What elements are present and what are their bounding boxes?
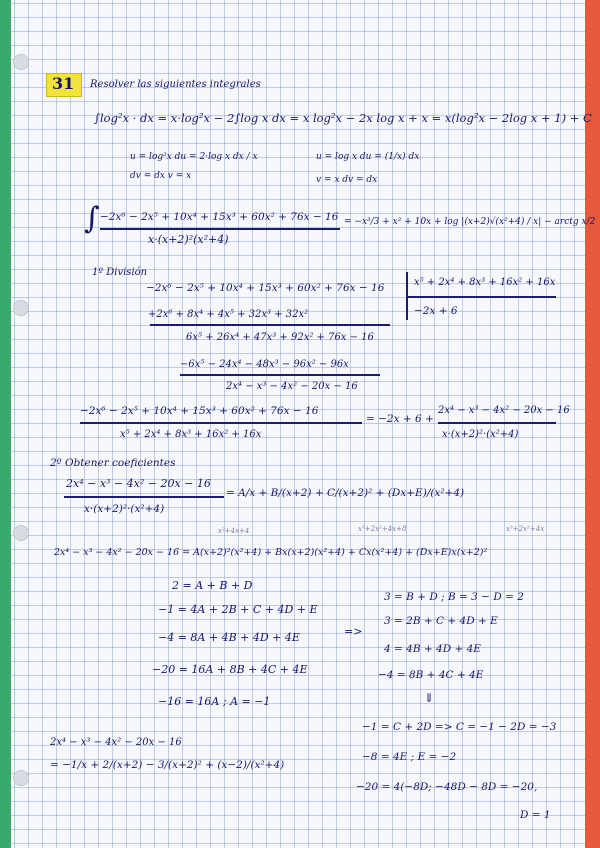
margin-note-2: x³+2x²+4x+8 xyxy=(358,525,407,533)
result-denominator: x⁵ + 2x⁴ + 8x³ + 16x² + 16x xyxy=(120,429,262,440)
division-row-2: 6x⁵ + 26x⁴ + 47x³ + 92x² + 76x − 16 xyxy=(186,332,374,343)
fraction-bar xyxy=(80,422,362,424)
division-underline-2 xyxy=(180,374,380,376)
coefficients-step-label: 2º Obtener coeficientes xyxy=(50,457,176,469)
margin-note-3: x³+2x²+4x xyxy=(506,525,545,533)
system-solution-4: D = 1 xyxy=(520,809,551,821)
system-reduced-4: −4 = 8B + 4C + 4E xyxy=(378,669,484,681)
division-row-3: −6x⁵ − 24x⁴ − 48x³ − 96x² − 96x xyxy=(180,359,349,370)
system-eq-2: −1 = 4A + 2B + C + 4D + E xyxy=(158,603,318,616)
system-eq-5: −16 = 16A ; A = −1 xyxy=(158,695,271,708)
exercise-number: 31 xyxy=(52,74,75,93)
left-color-margin xyxy=(0,0,11,848)
division-step-label: 1º División xyxy=(92,267,148,278)
final-lhs: 2x⁴ − x³ − 4x² − 20x − 16 xyxy=(50,737,182,748)
system-solution-2: −8 = 4E ; E = −2 xyxy=(362,751,457,763)
division-remainder: 2x⁴ − x³ − 4x² − 20x − 16 xyxy=(226,381,358,392)
system-reduced-3: 4 = 4B + 4D + 4E xyxy=(384,643,481,655)
division-bracket-horizontal xyxy=(406,296,556,298)
system-reduced-1: 3 = B + D ; B = 3 − D = 2 xyxy=(384,591,524,603)
system-eq-1: 2 = A + B + D xyxy=(172,579,253,592)
integral-1-sub2-u: u = log x du = (1/x) dx xyxy=(316,152,420,162)
result-fraction-denominator: x·(x+2)²·(x²+4) xyxy=(442,429,519,440)
binder-hole xyxy=(13,770,29,786)
coefficients-identity: 2x⁴ − x³ − 4x² − 20x − 16 = A(x+2)²(x²+4) + Bx(x+2)(x²+4) + Cx(x²+4) + (Dx+E)x(x+2)² xyxy=(54,547,488,558)
division-row-1: +2x⁶ + 8x⁴ + 4x⁵ + 32x³ + 32x² xyxy=(148,309,309,320)
system-solution-1: −1 = C + 2D => C = −1 − 2D = −3 xyxy=(362,721,557,733)
fraction-bar xyxy=(64,496,224,498)
right-color-margin xyxy=(585,0,600,848)
integral-2-denominator: x·(x+2)²(x²+4) xyxy=(148,233,229,246)
system-reduced-2: 3 = 2B + C + 4D + E xyxy=(384,615,498,627)
fraction-bar xyxy=(438,422,556,424)
integral-1-sub-v: dv = dx v = x xyxy=(130,171,192,181)
down-arrow: ⇓ xyxy=(424,691,435,705)
integral-1-line: ∫log²x · dx = x·log²x − 2∫log x dx = x log²x − 2x log x + x = x(log²x − 2log x + 1) + C xyxy=(94,111,592,125)
result-numerator: −2x⁶ − 2x⁵ + 10x⁴ + 15x³ + 60x² + 76x − 16 xyxy=(80,405,319,417)
result-equals: = −2x + 6 + xyxy=(366,413,434,425)
fraction-bar xyxy=(100,228,340,230)
division-divisor: x⁵ + 2x⁴ + 8x³ + 16x² + 16x xyxy=(414,277,556,288)
final-rhs: = −1/x + 2/(x+2) − 3/(x+2)² + (x−2)/(x²+4) xyxy=(50,759,285,771)
binder-hole xyxy=(13,54,29,70)
coefficients-lhs-numerator: 2x⁴ − x³ − 4x² − 20x − 16 xyxy=(66,477,211,490)
binder-hole xyxy=(13,300,29,316)
coefficients-lhs-denominator: x·(x+2)²·(x²+4) xyxy=(84,503,165,515)
instruction-text: Resolver las siguientes integrales xyxy=(90,79,261,90)
system-eq-3: −4 = 8A + 4B + 4D + 4E xyxy=(158,631,300,644)
result-fraction-numerator: 2x⁴ − x³ − 4x² − 20x − 16 xyxy=(438,405,570,416)
system-solution-3: −20 = 4(−8D; −48D − 8D = −20, xyxy=(356,781,538,793)
integral-2-numerator: −2x⁶ − 2x⁵ + 10x⁴ + 15x³ + 60x² + 76x − 16 xyxy=(100,211,339,223)
integral-sign: ∫ xyxy=(84,201,100,236)
binder-hole xyxy=(13,525,29,541)
integral-1-sub2-v: v = x dv = dx xyxy=(316,175,378,185)
margin-note-1: x²+4x+4 xyxy=(218,527,250,535)
division-quotient: −2x + 6 xyxy=(414,305,458,317)
coefficients-rhs: = A/x + B/(x+2) + C/(x+2)² + (Dx+E)/(x²+4) xyxy=(226,487,465,499)
system-eq-4: −20 = 16A + 8B + 4C + 4E xyxy=(152,663,308,676)
system-arrow: => xyxy=(344,625,363,638)
integral-1-sub-u: u = log²x du = 2·log x dx / x xyxy=(130,152,258,162)
integral-2-result: = −x³/3 + x² + 10x + log |(x+2)√(x²+4) / x| − arctg x/2 xyxy=(344,217,596,227)
division-dividend: −2x⁶ − 2x⁵ + 10x⁴ + 15x³ + 60x² + 76x − 16 xyxy=(146,282,385,294)
division-underline-1 xyxy=(150,324,390,326)
